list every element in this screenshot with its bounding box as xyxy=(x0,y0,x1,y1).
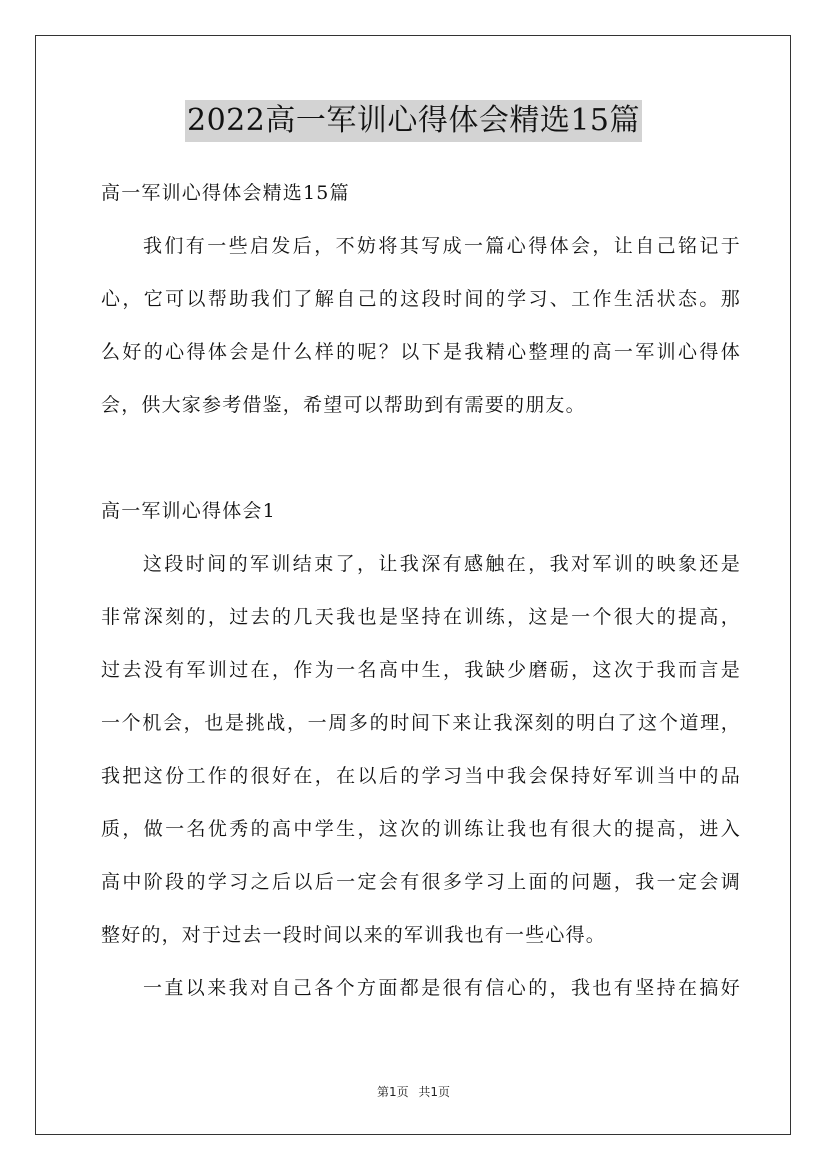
intro-paragraph xyxy=(101,229,741,423)
intro-line: 么好的心得体会是什么样的呢？以下是我精心整理的高一军训心得体 xyxy=(101,341,741,363)
section1-paragraph-2 xyxy=(101,971,741,1006)
paragraph-line: 一个机会，也是挑战，一周多的时间下来让我深刻的明白了这个道理， xyxy=(101,712,741,734)
paragraph-line: 质，做一名优秀的高中学生，这次的训练让我也有很大的提高，进入 xyxy=(101,818,741,840)
section-heading: 高一军训心得体会1 xyxy=(101,500,276,522)
paragraph-line: 一直以来我对自己各个方面都是很有信心的，我也有坚持在搞好 xyxy=(143,977,741,999)
document-subtitle: 高一军训心得体会精选15篇 xyxy=(101,182,350,204)
page-total: 共1页 xyxy=(418,1085,451,1099)
paragraph-line: 整好的，对于过去一段时间以来的军训我也有一些心得。 xyxy=(101,924,607,946)
paragraph-line: 非常深刻的，过去的几天我也是坚持在训练，这是一个很大的提高， xyxy=(101,606,741,628)
page-number: 第1页 xyxy=(376,1085,409,1099)
intro-line: 心，它可以帮助我们了解自己的这段时间的学习、工作生活状态。那 xyxy=(101,288,741,310)
paragraph-line: 这段时间的军训结束了，让我深有感触在，我对军训的映象还是 xyxy=(143,553,741,575)
paragraph-line: 高中阶段的学习之后以后一定会有很多学习上面的问题，我一定会调 xyxy=(101,871,741,893)
document-title: 2022高一军训心得体会精选15篇 xyxy=(185,100,642,142)
intro-line: 会，供大家参考借鉴，希望可以帮助到有需要的朋友。 xyxy=(101,394,586,416)
paragraph-line: 我把这份工作的很好在，在以后的学习当中我会保持好军训当中的品 xyxy=(101,765,741,787)
document-body xyxy=(101,176,741,1006)
paragraph-line: 过去没有军训过在，作为一名高中生，我缺少磨砺，这次于我而言是 xyxy=(101,659,741,681)
title-container xyxy=(0,100,827,142)
page-footer xyxy=(0,1083,827,1101)
intro-line: 我们有一些启发后，不妨将其写成一篇心得体会，让自己铭记于 xyxy=(143,235,741,257)
section1-paragraph-1 xyxy=(101,547,741,953)
